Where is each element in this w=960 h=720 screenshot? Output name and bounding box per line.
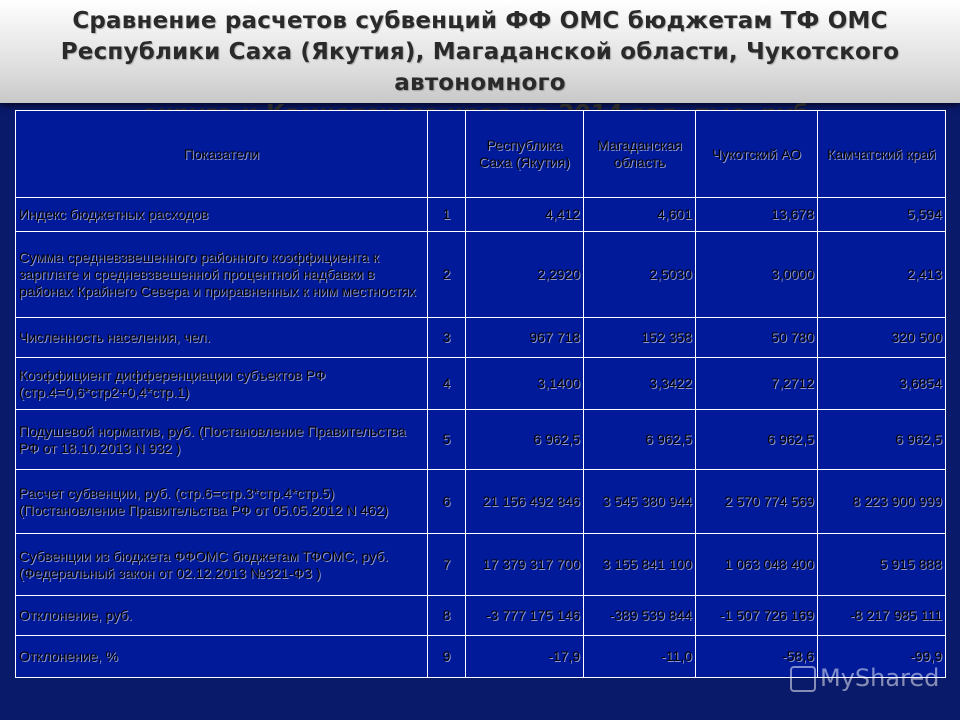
cell-kamchatka: 8 223 900 999 xyxy=(818,470,946,534)
cell-sakha: 967 718 xyxy=(466,318,584,358)
row-name: Коэффициент дифференциации субъектов РФ (стр.4=0,6*стр2+0,4*стр.1) xyxy=(16,358,428,410)
cell-chukotka: 6 962,5 xyxy=(696,410,818,470)
row-num: 1 xyxy=(428,198,466,232)
row-name: Субвенции из бюджета ФФОМС бюджетам ТФОМС, руб. (Федеральный закон от 02.12.2013 №321-ФЗ ) xyxy=(16,534,428,596)
cell-kamchatka: -8 217 985 111 xyxy=(818,596,946,636)
table-row xyxy=(16,596,946,636)
row-name: Отклонение, руб. xyxy=(16,596,428,636)
cell-magadan: 3 155 841 100 xyxy=(584,534,696,596)
cell-chukotka: 1 063 048 400 xyxy=(696,534,818,596)
cell-magadan: 4,601 xyxy=(584,198,696,232)
cell-sakha: -17,9 xyxy=(466,636,584,678)
row-name: Отклонение, % xyxy=(16,636,428,678)
cell-sakha: 3,1400 xyxy=(466,358,584,410)
row-num: 5 xyxy=(428,410,466,470)
watermark xyxy=(790,664,939,692)
row-num: 9 xyxy=(428,636,466,678)
row-name: Расчет субвенции, руб. (стр.6=стр.3*стр.4*стр.5) (Постановление Правительства РФ от 05.05.2012 N 462) xyxy=(16,470,428,534)
cell-kamchatka: 320 500 xyxy=(818,318,946,358)
table-row xyxy=(16,198,946,232)
watermark-text: MyShared xyxy=(820,664,940,692)
header-indicator: Показатели xyxy=(16,111,428,198)
cell-magadan: -11,0 xyxy=(584,636,696,678)
row-num: 7 xyxy=(428,534,466,596)
table-row xyxy=(16,534,946,596)
cell-sakha: 6 962,5 xyxy=(466,410,584,470)
header-chukotka: Чукотский АО xyxy=(696,111,818,198)
watermark-logo-icon xyxy=(790,666,816,692)
row-num: 4 xyxy=(428,358,466,410)
cell-chukotka: -58,6 xyxy=(696,636,818,678)
row-name: Численность населения, чел. xyxy=(16,318,428,358)
cell-sakha: 4,412 xyxy=(466,198,584,232)
cell-chukotka: -1 507 726 169 xyxy=(696,596,818,636)
cell-magadan: -389 539 844 xyxy=(584,596,696,636)
table-row xyxy=(16,470,946,534)
cell-chukotka: 13,678 xyxy=(696,198,818,232)
cell-kamchatka: 2,413 xyxy=(818,232,946,318)
cell-kamchatka: 6 962,5 xyxy=(818,410,946,470)
table-row xyxy=(16,232,946,318)
header-row xyxy=(16,111,946,198)
table-row xyxy=(16,358,946,410)
row-name: Сумма средневзвешенного районного коэффициента к зарплате и средневзвешенной процентной надбавки в районах Крайнего Севера и приравненных к ним местностях xyxy=(16,232,428,318)
cell-chukotka: 7,2712 xyxy=(696,358,818,410)
cell-chukotka: 50 780 xyxy=(696,318,818,358)
cell-kamchatka: -99,9 xyxy=(818,636,946,678)
row-num: 8 xyxy=(428,596,466,636)
row-num: 6 xyxy=(428,470,466,534)
cell-magadan: 6 962,5 xyxy=(584,410,696,470)
cell-magadan: 3 545 380 944 xyxy=(584,470,696,534)
cell-kamchatka: 3,6854 xyxy=(818,358,946,410)
cell-sakha: 2,2920 xyxy=(466,232,584,318)
cell-magadan: 152 358 xyxy=(584,318,696,358)
cell-kamchatka: 5 915 888 xyxy=(818,534,946,596)
row-name: Индекс бюджетных расходов xyxy=(16,198,428,232)
cell-sakha: 21 156 492 846 xyxy=(466,470,584,534)
cell-magadan: 3,3422 xyxy=(584,358,696,410)
row-name: Подушевой норматив, руб. (Постановление Правительства РФ от 18.10.2013 N 932 ) xyxy=(16,410,428,470)
comparison-table xyxy=(15,110,946,678)
header-kamchatka: Камчатский край xyxy=(818,111,946,198)
title-line-2: Республики Саха (Якутия), Магаданской области, Чукотского автономного xyxy=(60,39,900,96)
header-num xyxy=(428,111,466,198)
row-num: 2 xyxy=(428,232,466,318)
slide-title xyxy=(0,0,960,103)
header-magadan: Магаданская область xyxy=(584,111,696,198)
cell-chukotka: 3,0000 xyxy=(696,232,818,318)
row-num: 3 xyxy=(428,318,466,358)
cell-sakha: 17 379 317 700 xyxy=(466,534,584,596)
table-row xyxy=(16,410,946,470)
cell-kamchatka: 5,594 xyxy=(818,198,946,232)
table-row xyxy=(16,318,946,358)
title-line-1: Сравнение расчетов субвенций ФФ ОМС бюджетам ТФ ОМС xyxy=(72,8,888,34)
header-sakha: Республика Саха (Якутия) xyxy=(466,111,584,198)
cell-sakha: -3 777 175 146 xyxy=(466,596,584,636)
cell-magadan: 2,5030 xyxy=(584,232,696,318)
cell-chukotka: 2 570 774 569 xyxy=(696,470,818,534)
